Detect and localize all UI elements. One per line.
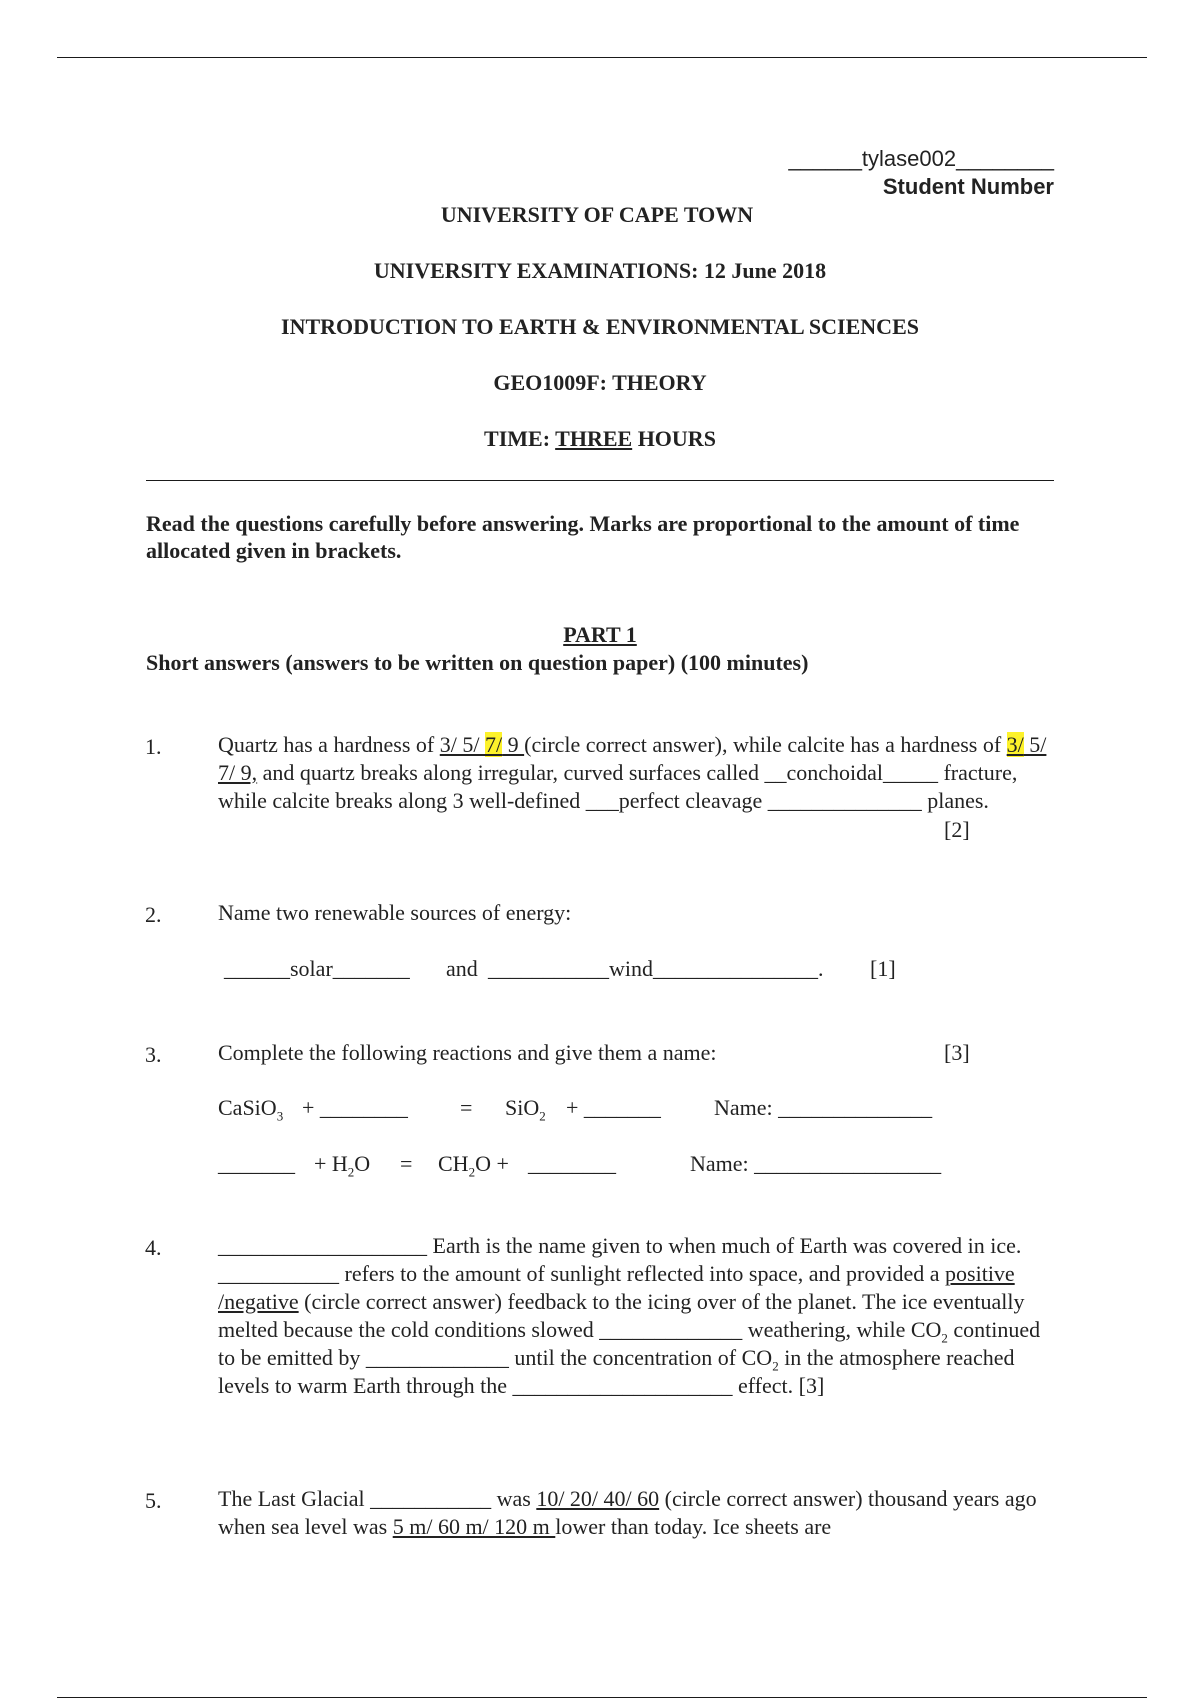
q3-reaction-1-blank[interactable]: + ________ xyxy=(302,1095,408,1120)
q3-reaction-1-equals: = xyxy=(460,1095,473,1120)
sio-sub: 2 xyxy=(539,1108,546,1124)
q1-text xyxy=(218,731,1058,815)
q5-options-sealevel[interactable]: 5 m/ 60 m/ 120 m xyxy=(392,1514,556,1539)
q3-reaction-2-name[interactable]: Name: _________________ xyxy=(690,1151,942,1176)
q3-reaction-1-blank-2[interactable]: + _______ xyxy=(566,1095,661,1120)
top-rule xyxy=(57,57,1147,58)
casio-sub: 3 xyxy=(276,1108,284,1124)
bottom-rule xyxy=(57,1697,1147,1698)
casio-formula: CaSiO xyxy=(218,1095,277,1120)
q3-text: Complete the following reactions and give them a name: xyxy=(218,1040,717,1065)
q5-text-c: lower than today. Ice sheets are xyxy=(555,1514,832,1539)
part-title: PART 1 xyxy=(563,622,637,647)
exam-title: UNIVERSITY EXAMINATIONS: 12 June 2018 xyxy=(373,258,827,283)
header-rule xyxy=(146,480,1054,481)
q2-answer-1[interactable]: ______solar_______ xyxy=(224,956,410,981)
q1-options-quartz[interactable] xyxy=(440,732,524,757)
q1-option-selected: 7/ xyxy=(485,732,503,757)
course-code: GEO1009F: THEORY xyxy=(493,370,707,395)
q3-reaction-2-product xyxy=(438,1151,509,1180)
q3-reaction-1-name[interactable]: Name: ______________ xyxy=(714,1095,933,1120)
q4-text-c: continued to be emitted by _____________ until the concentration of CO xyxy=(218,1317,1041,1370)
university-title: UNIVERSITY OF CAPE TOWN xyxy=(440,202,754,227)
q3-reaction-1-right xyxy=(505,1095,546,1124)
q1-number: 1. xyxy=(145,734,162,759)
q1-calcite-rest: 5/ 7/ 9, xyxy=(218,732,1047,785)
q1-calcite-selected: 3/ xyxy=(1006,732,1024,757)
q4-sub-2: 2 xyxy=(772,1358,779,1374)
q1-marks: [2] xyxy=(944,817,970,842)
q4-sub-1: 2 xyxy=(941,1330,948,1346)
q1-option-a: 3/ 5/ xyxy=(439,732,485,757)
q2-and: and xyxy=(446,956,478,981)
student-number-label: Student Number xyxy=(882,174,1054,199)
q3-reaction-2-water xyxy=(314,1151,371,1180)
q3-number: 3. xyxy=(145,1042,162,1067)
time-prefix: TIME: xyxy=(484,426,556,451)
q4-text xyxy=(218,1232,1058,1400)
q4-text-a: ___________________ Earth is the name given to when much of Earth was covered in ice. ___________ refers to the amount of sunlight reflected into space, and provided a xyxy=(218,1233,1022,1286)
q3-marks: [3] xyxy=(944,1040,970,1065)
exam-time xyxy=(0,426,1200,452)
q3-reaction-2-blank[interactable]: _______ xyxy=(218,1151,295,1176)
ch2o-o: O + xyxy=(475,1151,509,1176)
sio-formula: SiO xyxy=(505,1095,540,1120)
water-o: O xyxy=(354,1151,371,1176)
q5-options-time[interactable]: 10/ 20/ 40/ 60 xyxy=(536,1486,660,1511)
student-id: ______tylase002________ xyxy=(788,146,1054,171)
q4-text-b: (circle correct answer) feedback to the icing over of the planet. The ice eventually melted because the cold conditions slowed _____________ weathering, while CO xyxy=(218,1289,1025,1342)
q4-options[interactable]: positive /negative xyxy=(218,1261,1015,1314)
part-subtitle: Short answers (answers to be written on question paper) (100 minutes) xyxy=(146,650,809,675)
q4-number: 4. xyxy=(145,1235,162,1260)
instructions: Read the questions carefully before answering. Marks are proportional to the amount of time allocated given in brackets. xyxy=(146,511,1020,563)
q2-marks: [1] xyxy=(870,956,896,981)
q3-reaction-1-left xyxy=(218,1095,284,1124)
q2-text: Name two renewable sources of energy: xyxy=(218,900,572,925)
q1-text-a: Quartz has a hardness of xyxy=(218,732,440,757)
q2-number: 2. xyxy=(145,902,162,927)
q3-reaction-2-equals: = xyxy=(400,1151,413,1176)
q5-number: 5. xyxy=(145,1488,162,1513)
q4-text-d: in the atmosphere reached levels to warm Earth through the ____________________ effect. [3] xyxy=(218,1345,1015,1398)
water-h: + H xyxy=(314,1151,348,1176)
q1-option-b: 9 xyxy=(502,732,525,757)
q5-text xyxy=(218,1485,1058,1541)
q2-answer-2[interactable]: ___________wind_______________. xyxy=(488,956,824,981)
water-sub: 2 xyxy=(347,1164,355,1180)
q5-text-a: The Last Glacial ___________ was xyxy=(218,1486,537,1511)
time-suffix: HOURS xyxy=(632,426,716,451)
q5-text-b: (circle correct answer) thousand years ago when sea level was xyxy=(218,1486,1037,1539)
ch2o-c: CH xyxy=(438,1151,469,1176)
ch2o-sub: 2 xyxy=(468,1164,476,1180)
q1-text-c: and quartz breaks along irregular, curved surfaces called __conchoidal_____ fracture, while calcite breaks along 3 well-defined ___perfect cleavage ______________ planes. xyxy=(218,760,1018,813)
time-word: THREE xyxy=(555,426,633,451)
q1-text-b: (circle correct answer), while calcite has a hardness of xyxy=(524,732,1007,757)
course-title: INTRODUCTION TO EARTH & ENVIRONMENTAL SCIENCES xyxy=(281,314,919,339)
q3-reaction-2-blank-2[interactable]: ________ xyxy=(528,1151,616,1176)
